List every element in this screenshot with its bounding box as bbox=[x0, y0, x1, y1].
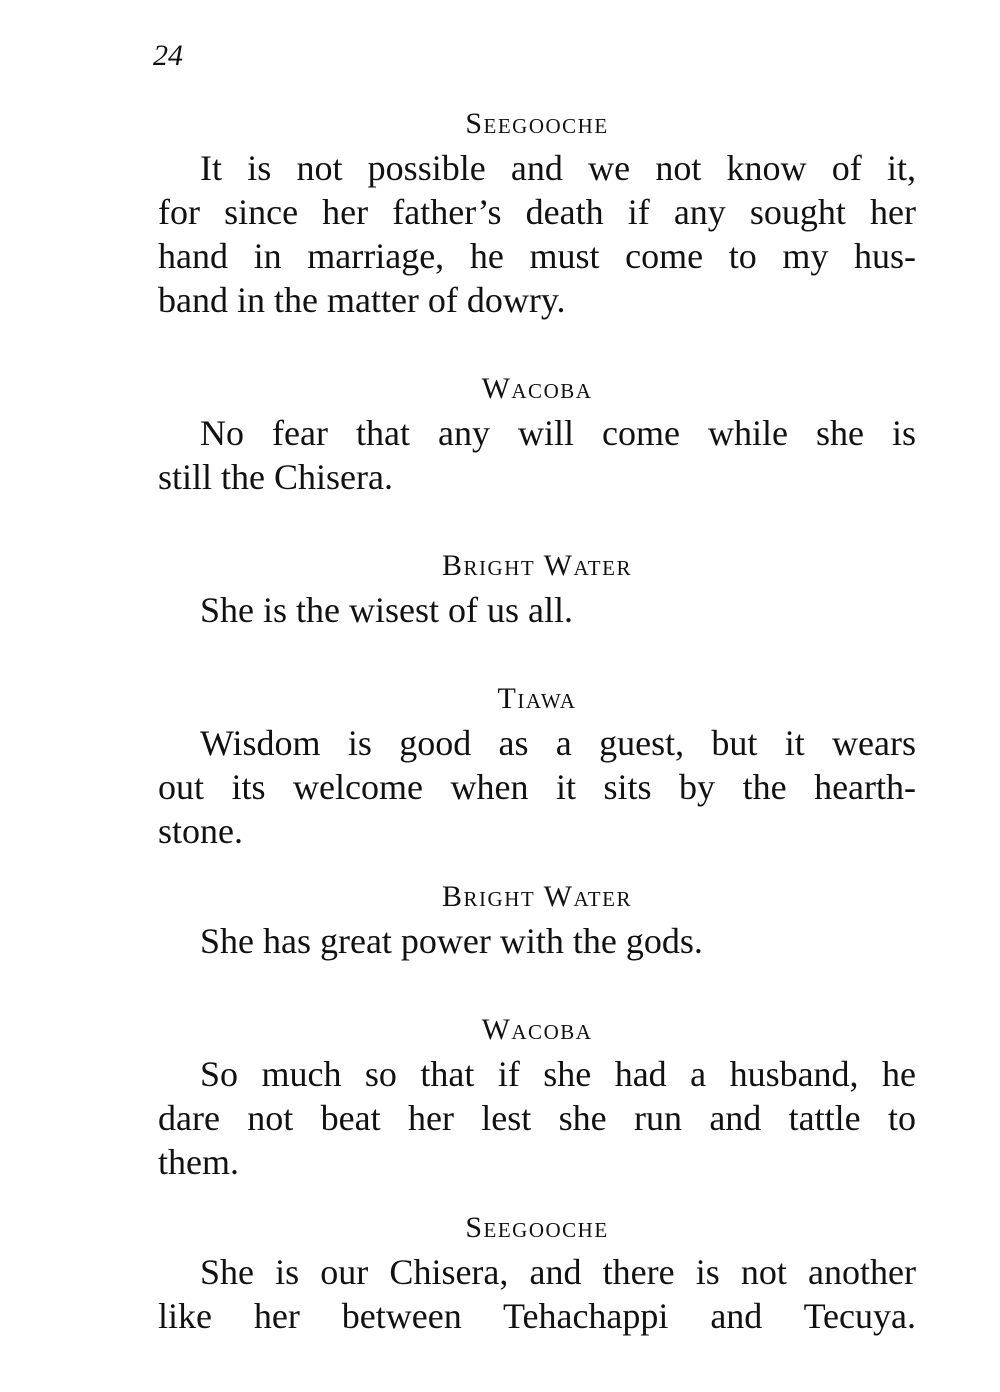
speech-block bbox=[158, 544, 916, 632]
speech-line: She is the wisest of us all. bbox=[200, 590, 573, 630]
speech-line: them. bbox=[158, 1142, 239, 1182]
speaker-name: Wacoba bbox=[481, 372, 593, 405]
speech-line: stone. bbox=[158, 811, 243, 851]
speech-line: So much so that if she had a husband, he bbox=[200, 1054, 916, 1094]
speech-block bbox=[158, 677, 916, 853]
speech-line: She is our Chisera, and there is not another bbox=[200, 1252, 916, 1292]
speaker-name: Tiawa bbox=[497, 682, 577, 715]
speaker-name: Bright Water bbox=[442, 549, 632, 582]
speech-block bbox=[158, 1008, 916, 1184]
speaker-name: Seegooche bbox=[465, 1211, 609, 1244]
speaker-name: Bright Water bbox=[442, 880, 632, 913]
speech-line: No fear that any will come while she is bbox=[200, 413, 916, 453]
speech-block bbox=[158, 367, 916, 499]
dialogue-text bbox=[158, 102, 916, 1338]
speech-line: still the Chisera. bbox=[158, 457, 393, 497]
speaker-name: Wacoba bbox=[481, 1013, 593, 1046]
speech-line: out its welcome when it sits by the hearth- bbox=[158, 767, 916, 807]
page-number: 24 bbox=[153, 39, 183, 72]
speech-line: Wisdom is good as a guest, but it wears bbox=[200, 723, 916, 763]
speech-block bbox=[158, 875, 916, 963]
speech-block bbox=[158, 102, 916, 322]
speech-line: hand in marriage, he must come to my hus- bbox=[158, 236, 916, 276]
speech-line: dare not beat her lest she run and tattle to bbox=[158, 1098, 916, 1138]
speech-line: for since her father’s death if any sought her bbox=[158, 192, 916, 232]
speech-block bbox=[158, 1206, 916, 1338]
speech-line: It is not possible and we not know of it, bbox=[200, 148, 916, 188]
speech-line: like her between Tehachappi and Tecuya. bbox=[158, 1296, 916, 1336]
speaker-name: Seegooche bbox=[465, 107, 609, 140]
speech-line: band in the matter of dowry. bbox=[158, 280, 566, 320]
speech-line: She has great power with the gods. bbox=[200, 921, 703, 961]
